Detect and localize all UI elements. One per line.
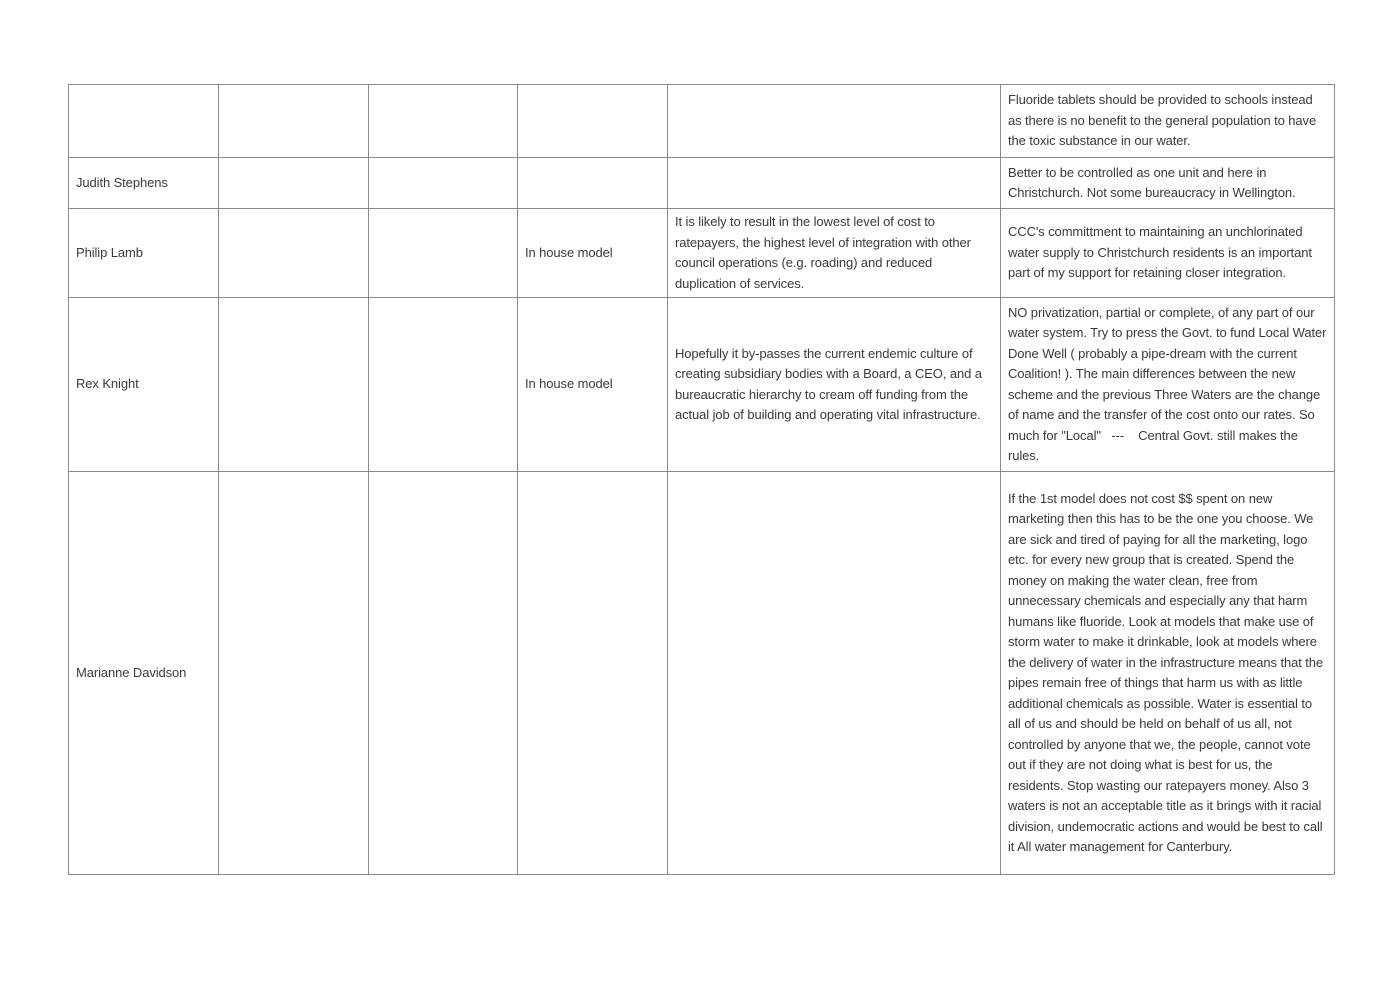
comment-cell: CCC's committment to maintaining an unchlorinated water supply to Christchurch residents is an important part of my support for retaining closer integration.	[1001, 209, 1335, 298]
table-row	[69, 472, 1335, 875]
comment-cell: Better to be controlled as one unit and here in Christchurch. Not some bureaucracy in Wellington.	[1001, 158, 1335, 209]
table-row	[69, 158, 1335, 209]
blank-cell	[369, 85, 518, 158]
reason-cell: It is likely to result in the lowest level of cost to ratepayers, the highest level of integration with other council operations (e.g. roading) and reduced duplication of services.	[668, 209, 1001, 298]
blank-cell	[369, 209, 518, 298]
blank-cell	[219, 209, 369, 298]
submitter-name-cell: Philip Lamb	[69, 209, 219, 298]
table-row	[69, 85, 1335, 158]
submitter-name-cell: Marianne Davidson	[69, 472, 219, 875]
reason-cell	[668, 85, 1001, 158]
reason-cell	[668, 472, 1001, 875]
blank-cell	[369, 158, 518, 209]
submissions-table	[68, 84, 1335, 875]
blank-cell	[369, 472, 518, 875]
comment-cell: If the 1st model does not cost $$ spent on new marketing then this has to be the one you choose. We are sick and tired of paying for all the marketing, logo etc. for every new group that is created. Spend the money on making the water clean, free from unnecessary chemicals and especially any that harm humans like fluoride. Look at models that make use of storm water to make it drinkable, look at models where the delivery of water in the infrastructure means that the pipes remain free of things that harm us with as little additional chemicals as possible. Water is essential to all of us and should be held on behalf of us all, not controlled by anyone that we, the people, cannot vote out if they are not doing what is best for us, the residents. Stop wasting our ratepayers money. Also 3 waters is not an acceptable title as it brings with it racial division, undemocratic actions and would be best to call it All water management for Canterbury.	[1001, 472, 1335, 875]
model-choice-cell	[518, 472, 668, 875]
blank-cell	[219, 158, 369, 209]
submitter-name-cell: Rex Knight	[69, 298, 219, 472]
submitter-name-cell	[69, 85, 219, 158]
reason-cell: Hopefully it by-passes the current endemic culture of creating subsidiary bodies with a Board, a CEO, and a bureaucratic hierarchy to cream off funding from the actual job of building and operating vital infrastructure.	[668, 298, 1001, 472]
comment-cell: Fluoride tablets should be provided to schools instead as there is no benefit to the general population to have the toxic substance in our water.	[1001, 85, 1335, 158]
table-row	[69, 298, 1335, 472]
reason-cell	[668, 158, 1001, 209]
submitter-name-cell: Judith Stephens	[69, 158, 219, 209]
model-choice-cell	[518, 85, 668, 158]
model-choice-cell: In house model	[518, 209, 668, 298]
blank-cell	[219, 472, 369, 875]
blank-cell	[369, 298, 518, 472]
blank-cell	[219, 85, 369, 158]
table-row	[69, 209, 1335, 298]
blank-cell	[219, 298, 369, 472]
model-choice-cell	[518, 158, 668, 209]
comment-cell: NO privatization, partial or complete, of any part of our water system. Try to press the Govt. to fund Local Water Done Well ( probably a pipe-dream with the current Coalition! ). The main differences between the new scheme and the previous Three Waters are the change of name and the transfer of the cost onto our rates. So much for "Local" --- Central Govt. still makes the rules.	[1001, 298, 1335, 472]
model-choice-cell: In house model	[518, 298, 668, 472]
